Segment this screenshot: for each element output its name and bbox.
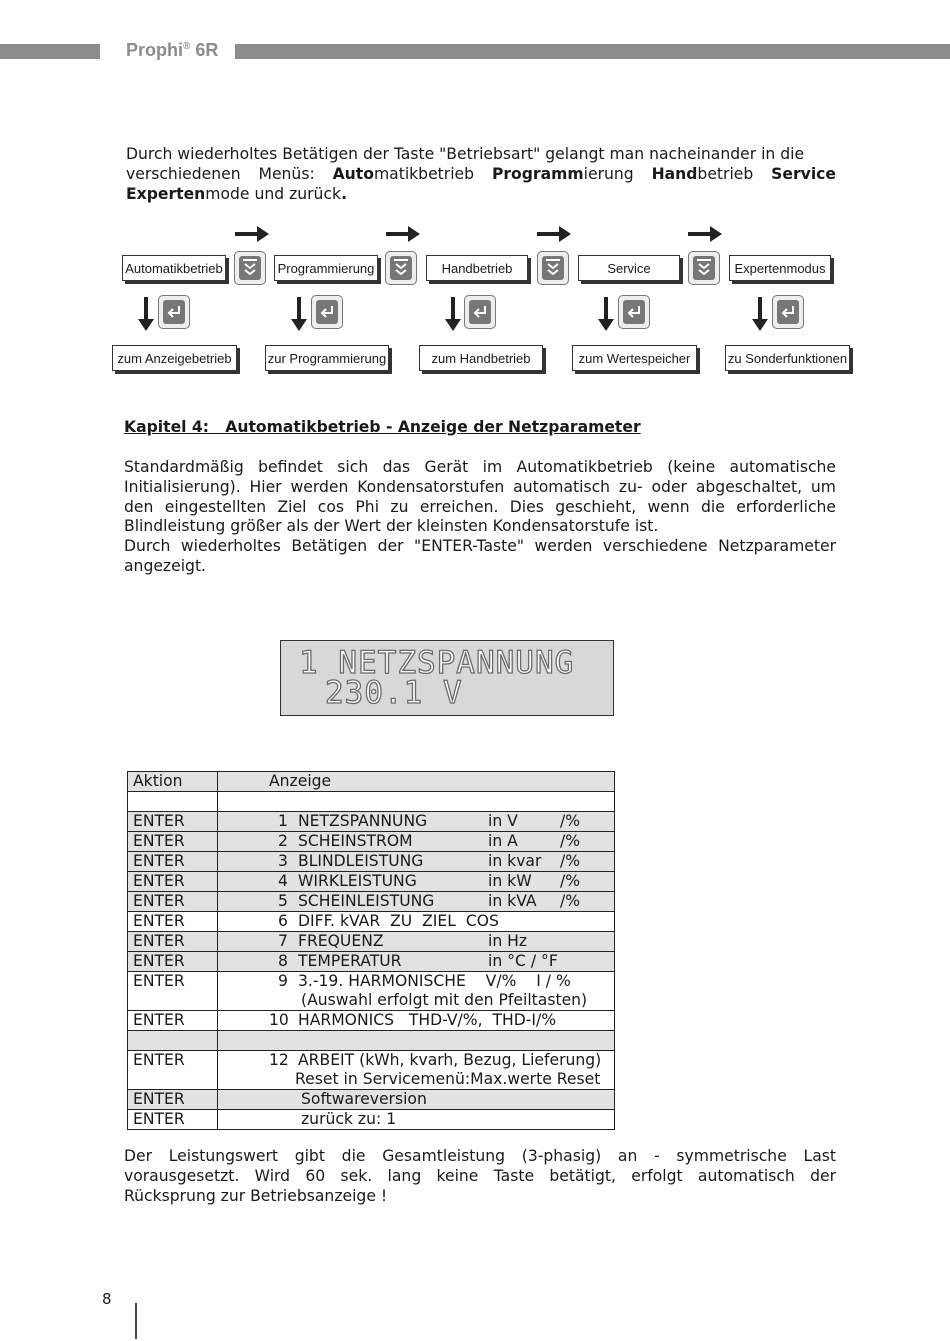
chapter-heading: Kapitel 4: Automatikbetrieb - Anzeige der Netzparameter — [124, 418, 641, 436]
row-number: 12 — [269, 1051, 289, 1069]
row-number: 9 — [278, 972, 288, 990]
arrow-down-icon — [597, 297, 615, 331]
target-box-programmierung: zur Programmierung — [265, 345, 389, 371]
row-unit: in Hz — [488, 932, 528, 950]
intro-paragraph — [126, 145, 836, 204]
table-cell-action: ENTER — [128, 952, 218, 971]
table-cell — [218, 852, 614, 871]
table-row-arbeit — [128, 1051, 614, 1090]
table-cell — [218, 972, 614, 1010]
row-unit: in kvar — [488, 852, 542, 870]
table-cell — [218, 832, 614, 851]
row-label: HARMONICS THD-V/%, THD-I/% — [298, 1011, 557, 1029]
row-number: 4 — [278, 872, 288, 890]
arrow-right-icon — [688, 225, 722, 243]
table-cell — [218, 1090, 614, 1109]
mode-box-service: Service — [578, 255, 680, 281]
row-percent: /% — [560, 832, 581, 850]
table-row — [128, 872, 614, 892]
row-percent: /% — [560, 852, 581, 870]
table-cell — [128, 792, 218, 811]
row-label-2: (Auswahl erfolgt mit den Pfeiltasten) — [301, 991, 588, 1009]
row-label: 3.-19. HARMONISCHE V/% I / % — [298, 972, 571, 990]
row-label: FREQUENZ — [298, 932, 384, 950]
row-percent: /% — [560, 892, 581, 910]
intro-line-2: verschiedenen Menüs: Automatikbetrieb Programmierung Handbetrieb Service — [126, 164, 836, 183]
table-cell — [218, 1031, 614, 1050]
lcd-line-2: 230.1 V — [325, 675, 463, 711]
arrow-down-icon — [444, 297, 462, 331]
enter-key-icon — [464, 295, 496, 329]
row-number: 5 — [278, 892, 288, 910]
intro-line-3: Expertenmode und zurück. — [126, 184, 347, 203]
table-row — [128, 912, 614, 932]
table-cell-action: ENTER — [128, 932, 218, 951]
table-cell — [218, 1011, 614, 1030]
row-unit: in kW — [488, 872, 532, 890]
row-unit: in A — [488, 832, 518, 850]
table-cell — [218, 912, 614, 931]
body-line: angezeigt. — [124, 556, 207, 575]
table-row — [128, 812, 614, 832]
table-cell-action: ENTER — [128, 832, 218, 851]
arrow-down-icon — [751, 297, 769, 331]
row-label: zurück zu: 1 — [301, 1110, 397, 1128]
row-unit: in V — [488, 812, 518, 830]
table-header-anzeige-cell — [218, 772, 614, 791]
target-box-handbetrieb: zum Handbetrieb — [419, 345, 543, 371]
body-paragraph — [124, 458, 836, 577]
mode-box-expertenmodus: Expertenmodus — [729, 255, 831, 281]
enter-key-icon — [772, 295, 804, 329]
table-row-software — [128, 1090, 614, 1110]
row-label: TEMPERATUR — [298, 952, 402, 970]
lcd-display — [280, 640, 614, 716]
betriebsart-key-icon — [537, 251, 569, 285]
body-line: Standardmäßig befindet sich das Gerät im Automatikbetrieb (keine automatische — [124, 458, 836, 476]
header-bar-right — [235, 44, 950, 59]
row-label: Softwareversion — [301, 1090, 427, 1108]
betriebsart-key-icon — [234, 251, 266, 285]
table-cell-action: ENTER — [128, 972, 218, 1010]
footer-line: Der Leistungswert gibt die Gesamtleistung (3-phasig) an - symmetrische Last — [124, 1147, 836, 1165]
page-margin-line — [135, 1303, 137, 1339]
table-header-anzeige: Anzeige — [269, 772, 332, 790]
page-number: 8 — [102, 1290, 112, 1308]
footer-line: Rücksprung zur Betriebsanzeige ! — [124, 1186, 388, 1205]
arrow-down-icon — [137, 297, 155, 331]
row-percent: /% — [560, 812, 581, 830]
row-number: 8 — [278, 952, 288, 970]
footer-paragraph — [124, 1147, 836, 1206]
table-cell — [218, 1051, 614, 1089]
brand-title: Prophi® 6R — [126, 40, 219, 60]
table-row — [128, 892, 614, 912]
table-cell-action: ENTER — [128, 912, 218, 931]
table-cell-action: ENTER — [128, 892, 218, 911]
lcd-line-1: 1 NETZSPANNUNG — [299, 645, 575, 681]
parameter-table — [127, 771, 615, 1130]
arrow-right-icon — [235, 225, 269, 243]
row-label-2: Reset in Servicemenü:Max.werte Reset — [295, 1070, 601, 1088]
enter-key-icon — [158, 295, 190, 329]
mode-box-programmierung: Programmierung — [274, 255, 378, 281]
row-number: 7 — [278, 932, 288, 950]
body-line: Initialisierung). Hier werden Kondensatorstufen automatisch zu- oder abgeschaltet, um — [124, 477, 836, 496]
table-cell — [218, 1110, 614, 1129]
row-unit: in °C / °F — [488, 952, 558, 970]
table-cell — [218, 892, 614, 911]
table-cell — [218, 952, 614, 971]
table-header-row — [128, 772, 614, 792]
row-label: DIFF. kVAR ZU ZIEL COS — [298, 912, 499, 930]
table-cell — [218, 932, 614, 951]
row-number: 3 — [278, 852, 288, 870]
body-line: den eingestellten Ziel cos Phi zu erreichen. Dies geschieht, wenn die erforderliche — [124, 497, 836, 516]
table-row — [128, 832, 614, 852]
table-cell-action: ENTER — [128, 1090, 218, 1109]
row-unit: in kVA — [488, 892, 537, 910]
table-cell — [218, 812, 614, 831]
table-row — [128, 852, 614, 872]
table-cell-action: ENTER — [128, 1110, 218, 1129]
row-label: ARBEIT (kWh, kvarh, Bezug, Lieferung) — [298, 1051, 602, 1069]
mode-box-handbetrieb: Handbetrieb — [426, 255, 528, 281]
row-number: 10 — [269, 1011, 289, 1029]
arrow-right-icon — [386, 225, 420, 243]
table-cell-action: ENTER — [128, 1051, 218, 1089]
row-number: 1 — [278, 812, 288, 830]
arrow-right-icon — [537, 225, 571, 243]
footer-line: vorausgesetzt. Wird 60 sek. lang keine Taste betätigt, erfolgt automatisch der — [124, 1166, 836, 1185]
row-label: NETZSPANNUNG — [298, 812, 428, 830]
table-row-back — [128, 1110, 614, 1129]
betriebsart-key-icon — [688, 251, 720, 285]
table-cell-action: ENTER — [128, 852, 218, 871]
enter-key-icon — [618, 295, 650, 329]
table-cell-action: ENTER — [128, 1011, 218, 1030]
table-spacer-row — [128, 1031, 614, 1051]
header-bar-left — [0, 44, 100, 59]
mode-box-automatikbetrieb: Automatikbetrieb — [122, 255, 226, 281]
betriebsart-key-icon — [385, 251, 417, 285]
row-label: SCHEINSTROM — [298, 832, 413, 850]
target-box-anzeigebetrieb: zum Anzeigebetrieb — [112, 345, 237, 371]
body-line: Durch wiederholtes Betätigen der "ENTER-Taste" werden verschiedene Netzparameter — [124, 537, 836, 556]
table-cell — [128, 1031, 218, 1050]
arrow-down-icon — [290, 297, 308, 331]
body-line: Blindleistung größer als der Wert der kleinsten Kondensatorstufe ist. — [124, 517, 659, 536]
enter-key-icon — [311, 295, 343, 329]
row-percent: /% — [560, 872, 581, 890]
row-number: 2 — [278, 832, 288, 850]
row-label: BLINDLEISTUNG — [298, 852, 424, 870]
table-cell — [218, 872, 614, 891]
table-row — [128, 932, 614, 952]
table-header-aktion: Aktion — [128, 772, 218, 791]
table-cell-action: ENTER — [128, 872, 218, 891]
table-cell — [218, 792, 614, 811]
table-row — [128, 952, 614, 972]
row-label: SCHEINLEISTUNG — [298, 892, 435, 910]
target-box-wertespeicher: zum Wertespeicher — [572, 345, 697, 371]
row-number: 6 — [278, 912, 288, 930]
table-row-thd — [128, 1011, 614, 1031]
table-row-harmonics — [128, 972, 614, 1011]
row-label: WIRKLEISTUNG — [298, 872, 417, 890]
table-spacer-row — [128, 792, 614, 812]
table-cell-action: ENTER — [128, 812, 218, 831]
target-box-sonderfunktionen: zu Sonderfunktionen — [725, 345, 850, 371]
intro-line-1: Durch wiederholtes Betätigen der Taste "Betriebsart" gelangt man nacheinander in die — [126, 145, 805, 163]
